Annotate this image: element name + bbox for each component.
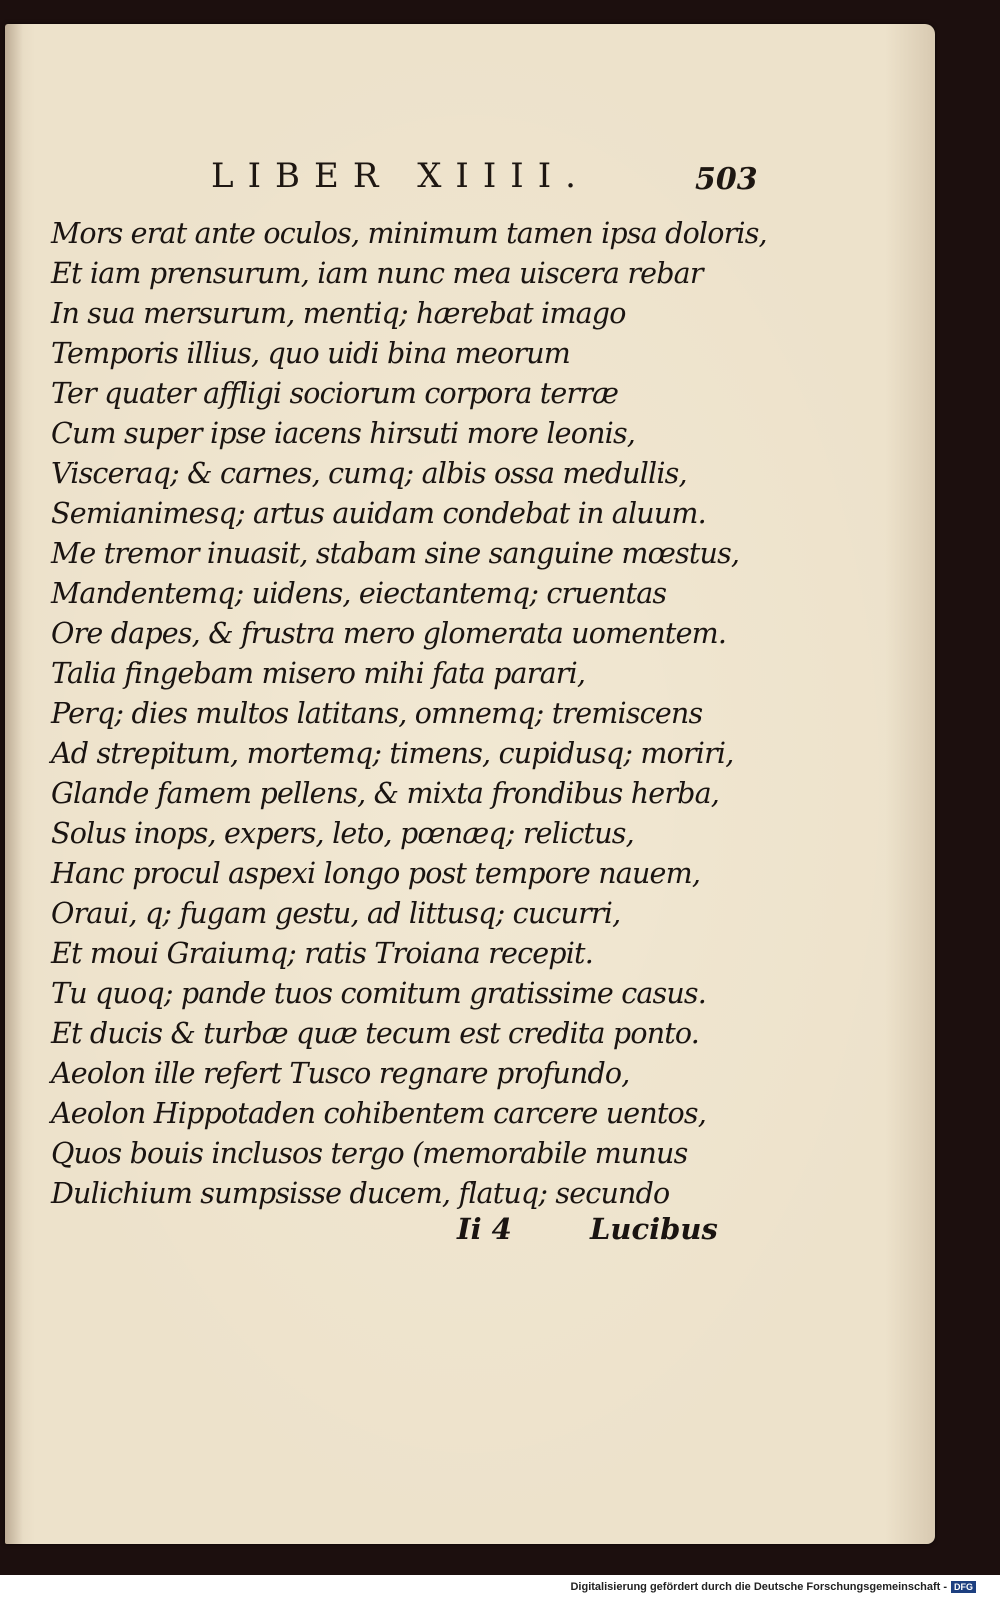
verse-line: Semianimesq; artus auidam condebat in aluum. [51, 497, 706, 530]
verse-line: Et ducis & turbæ quæ tecum est credita ponto. [51, 1017, 700, 1050]
verse-line: Visceraq; & carnes, cumq; albis ossa medullis, [51, 457, 687, 490]
verse-line: In sua mersurum, mentiq; hærebat imago [51, 297, 626, 330]
verse-line: Et iam prensurum, iam nunc mea uiscera rebar [51, 257, 703, 290]
verse-line: Solus inops, expers, leto, pœnæq; relictus, [51, 817, 634, 850]
footer-credit-text: Digitalisierung gefördert durch die Deutsche Forschungsgemeinschaft - [570, 1581, 947, 1593]
verse-line: Ter quater affligi sociorum corpora terræ [51, 377, 619, 410]
verse-line: Me tremor inuasit, stabam sine sanguine mœstus, [51, 537, 740, 570]
running-title: LIBER XIIII. [211, 156, 590, 196]
verse-line: Ad strepitum, mortemq; timens, cupidusq; moriri, [51, 737, 734, 770]
verse-line: Et moui Graiumq; ratis Troiana recepit. [51, 937, 593, 970]
verse-line: Mors erat ante oculos, minimum tamen ipsa doloris, [51, 217, 767, 250]
catchword: Lucibus [590, 1212, 718, 1246]
verse-line: Perq; dies multos latitans, omnemq; tremiscens [51, 697, 703, 730]
running-head [5, 156, 935, 206]
verse-line: Hanc procul aspexi longo post tempore nauem, [51, 857, 701, 890]
dfg-logo[interactable]: DFG [951, 1581, 976, 1593]
verse-line: Cum super ipse iacens hirsuti more leonis, [51, 417, 636, 450]
page-number: 503 [695, 162, 758, 197]
verse-line: Mandentemq; uidens, eiectantemq; cruentas [51, 577, 667, 610]
verse-line: Aeolon Hippotaden cohibentem carcere uentos, [51, 1097, 706, 1130]
verse-line: Temporis illius, quo uidi bina meorum [51, 337, 570, 370]
signature-line [5, 1212, 935, 1256]
signature-mark: Ii 4 [457, 1212, 512, 1246]
verse-line: Tu quoq; pande tuos comitum gratissime casus. [51, 977, 707, 1010]
verse-line: Ore dapes, & frustra mero glomerata uomentem. [51, 617, 727, 650]
verse-line: Glande famem pellens, & mixta frondibus herba, [51, 777, 720, 810]
verse-line: Quos bouis inclusos tergo (memorabile munus [51, 1137, 688, 1170]
verse-block [51, 214, 911, 1214]
verse-line: Talia fingebam misero mihi fata parari, [51, 657, 586, 690]
verse-line: Dulichium sumpsisse ducem, flatuq; secundo [51, 1177, 670, 1210]
book-page [5, 24, 935, 1544]
verse-line: Aeolon ille refert Tusco regnare profundo, [51, 1057, 630, 1090]
gutter-shadow [5, 24, 23, 1544]
verse-line: Oraui, q; fugam gestu, ad littusq; cucurri, [51, 897, 621, 930]
footer-credit [570, 1580, 976, 1594]
